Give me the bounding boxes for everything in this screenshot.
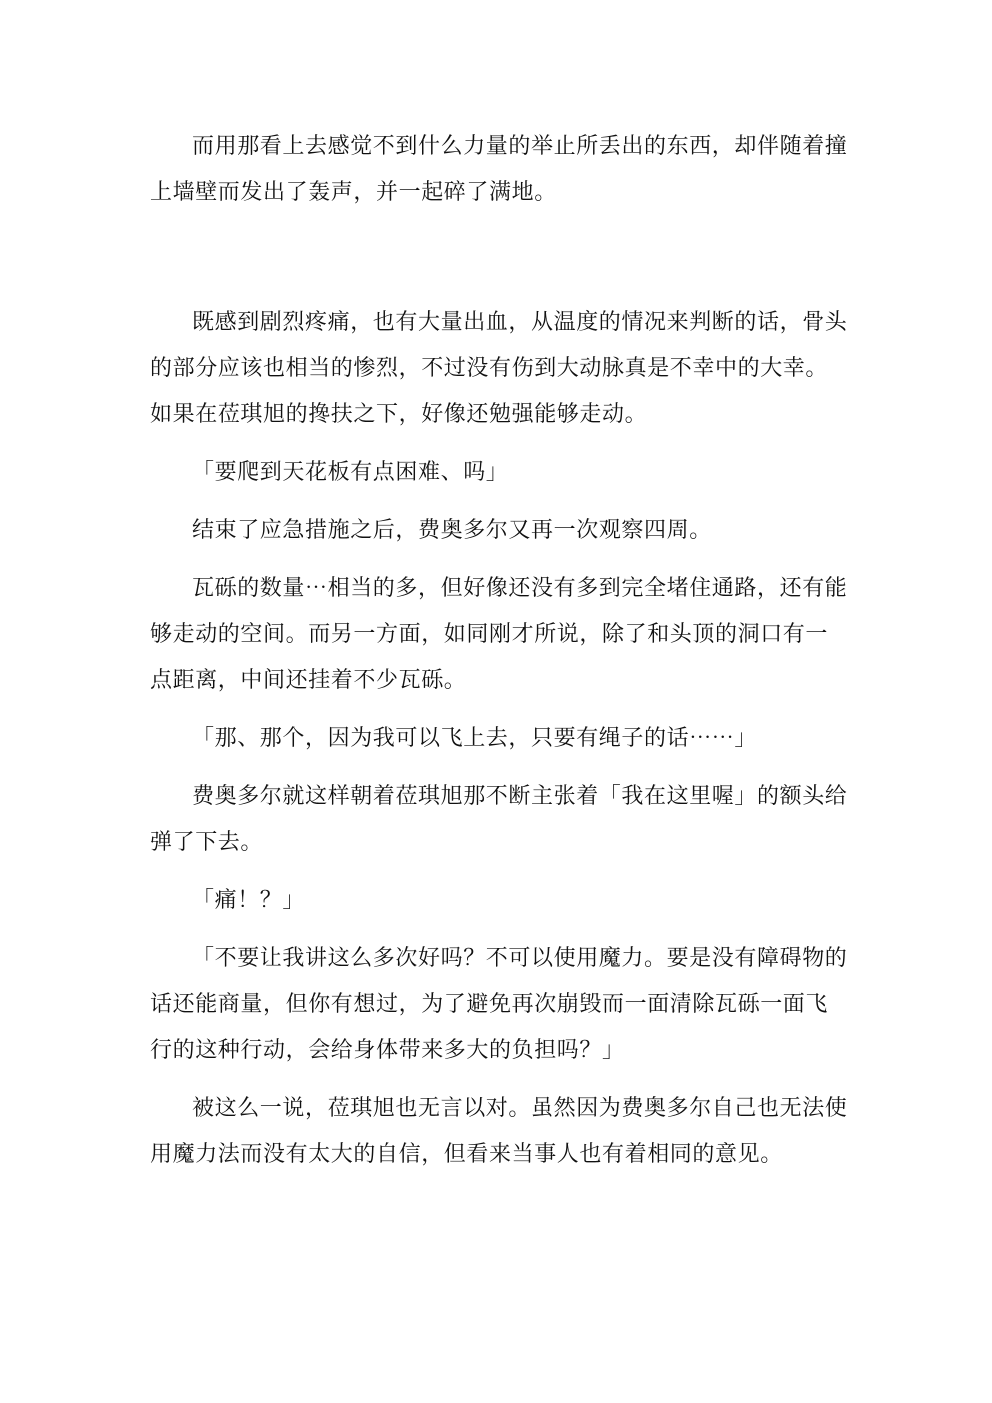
paragraph: 既感到剧烈疼痛，也有大量出血，从温度的情况来判断的话，骨头的部分应该也相当的惨烈，不过没有伤到大动脉真是不幸中的大幸。如果在莅琪旭的搀扶之下，好像还勉强能够走动。 [150, 310, 848, 427]
paragraph: 费奥多尔就这样朝着莅琪旭那不断主张着「我在这里喔」的额头给弹了下去。 [150, 784, 848, 855]
paragraph: 被这么一说，莅琪旭也无言以对。虽然因为费奥多尔自己也无法使用魔力法而没有太大的自信，但看来当事人也有着相同的意见。 [150, 1096, 848, 1167]
dialogue-line: 「不要让我讲这么多次好吗？不可以使用魔力。要是没有障碍物的话还能商量，但你有想过，为了避免再次崩毁而一面清除瓦砾一面飞行的这种行动，会给身体带来多大的负担吗？」 [150, 946, 848, 1063]
dialogue-line: 「要爬到天花板有点困难、吗」 [192, 460, 509, 485]
text-body [150, 124, 850, 1178]
dialogue-line: 「痛！？」 [192, 888, 306, 913]
paragraph: 瓦砾的数量⋯相当的多，但好像还没有多到完全堵住通路，还有能够走动的空间。而另一方面，如同刚才所说，除了和头顶的洞口有一点距离，中间还挂着不少瓦砾。 [150, 576, 848, 693]
dialogue-line: 「那、那个，因为我可以飞上去，只要有绳子的话⋯⋯」 [192, 726, 758, 751]
paragraph: 而用那看上去感觉不到什么力量的举止所丢出的东西，却伴随着撞上墙壁而发出了轰声，并一起碎了满地。 [150, 134, 848, 205]
paragraph: 结束了应急措施之后，费奥多尔又再一次观察四周。 [192, 518, 712, 543]
